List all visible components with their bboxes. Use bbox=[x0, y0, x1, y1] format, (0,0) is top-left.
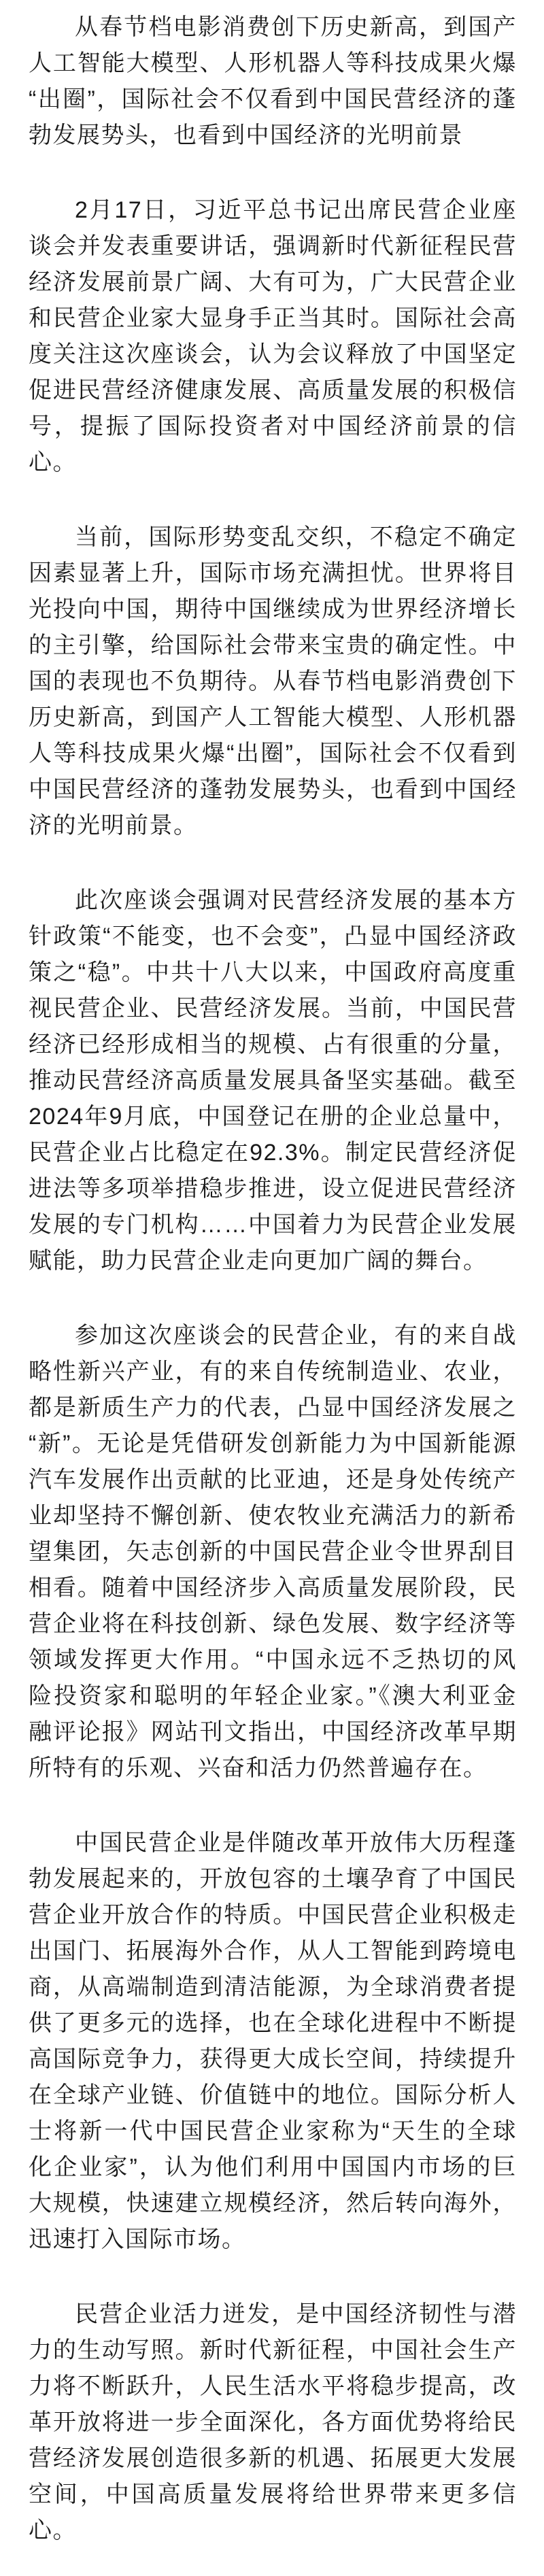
article-paragraph: 中国民营企业是伴随改革开放伟大历程蓬勃发展起来的，开放包容的土壤孕育了中国民营企业开放合作的特质。中国民营企业积极走出国门、拓展海外合作，从人工智能到跨境电商，从高端制造到清洁能源，为全球消费者提供了更多元的选择，也在全球化进程中不断提高国际竞争力，获得更大成长空间，持续提升在全球产业链、价值链中的地位。国际分析人士将新一代中国民营企业家称为“天生的全球化企业家”，认为他们利用中国国内市场的巨大规模，快速建立规模经济，然后转向海外，迅速打入国际市场。 bbox=[29, 1830, 517, 2252]
article-paragraph: 此次座谈会强调对民营经济发展的基本方针政策“不能变，也不会变”，凸显中国经济政策之“稳”。中共十八大以来，中国政府高度重视民营企业、民营经济发展。当前，中国民营经济已经形成相当的规模、占有很重的分量，推动民营经济高质量发展具备坚实基础。截至2024年9月底，中国登记在册的企业总量中，民营企业占比稳定在92.3%。制定民营经济促进法等多项举措稳步推进，设立促进民营经济发展的专门机构……中国着力为民营企业发展赋能，助力民营企业走向更加广阔的舞台。 bbox=[29, 887, 517, 1274]
article-paragraph: 2月17日，习近平总书记出席民营企业座谈会并发表重要讲话，强调新时代新征程民营经济发展前景广阔、大有可为，广大民营企业和民营企业家大显身手正当其时。国际社会高度关注这次座谈会，认为会议释放了中国坚定促进民营经济健康发展、高质量发展的积极信号，提振了国际投资者对中国经济前景的信心。 bbox=[29, 197, 517, 475]
article-paragraph: 参加这次座谈会的民营企业，有的来自战略性新兴产业，有的来自传统制造业、农业，都是新质生产力的代表，凸显中国经济发展之“新”。无论是凭借研发创新能力为中国新能源汽车发展作出贡献的比亚迪，还是身处传统产业却坚持不懈创新、使农牧业充满活力的新希望集团，矢志创新的中国民营企业令世界刮目相看。随着中国经济步入高质量发展阶段，民营企业将在科技创新、绿色发展、数字经济等领域发挥更大作用。“中国永远不乏热切的风险投资家和聪明的年轻企业家。”《澳大利亚金融评论报》网站刊文指出，中国经济改革早期所特有的乐观、兴奋和活力仍然普遍存在。 bbox=[29, 1323, 517, 1781]
article-lede: 从春节档电影消费创下历史新高，到国产人工智能大模型、人形机器人等科技成果火爆“出圈”，国际社会不仅看到中国民营经济的蓬勃发展势头，也看到中国经济的光明前景 bbox=[29, 14, 517, 148]
article-paragraph: 当前，国际形势变乱交织，不稳定不确定因素显著上升，国际市场充满担忧。世界将目光投向中国，期待中国继续成为世界经济增长的主引擎，给国际社会带来宝贵的确定性。中国的表现也不负期待。从春节档电影消费创下历史新高，到国产人工智能大模型、人形机器人等科技成果火爆“出圈”，国际社会不仅看到中国民营经济的蓬勃发展势头，也看到中国经济的光明前景。 bbox=[29, 524, 517, 838]
article-paragraph: 民营企业活力迸发，是中国经济韧性与潜力的生动写照。新时代新征程，中国社会生产力将不断跃升，人民生活水平将稳步提高，改革开放将进一步全面深化，各方面优势将给民营经济发展创造很多新的机遇、拓展更大发展空间，中国高质量发展将给世界带来更多信心。 bbox=[29, 2301, 517, 2543]
